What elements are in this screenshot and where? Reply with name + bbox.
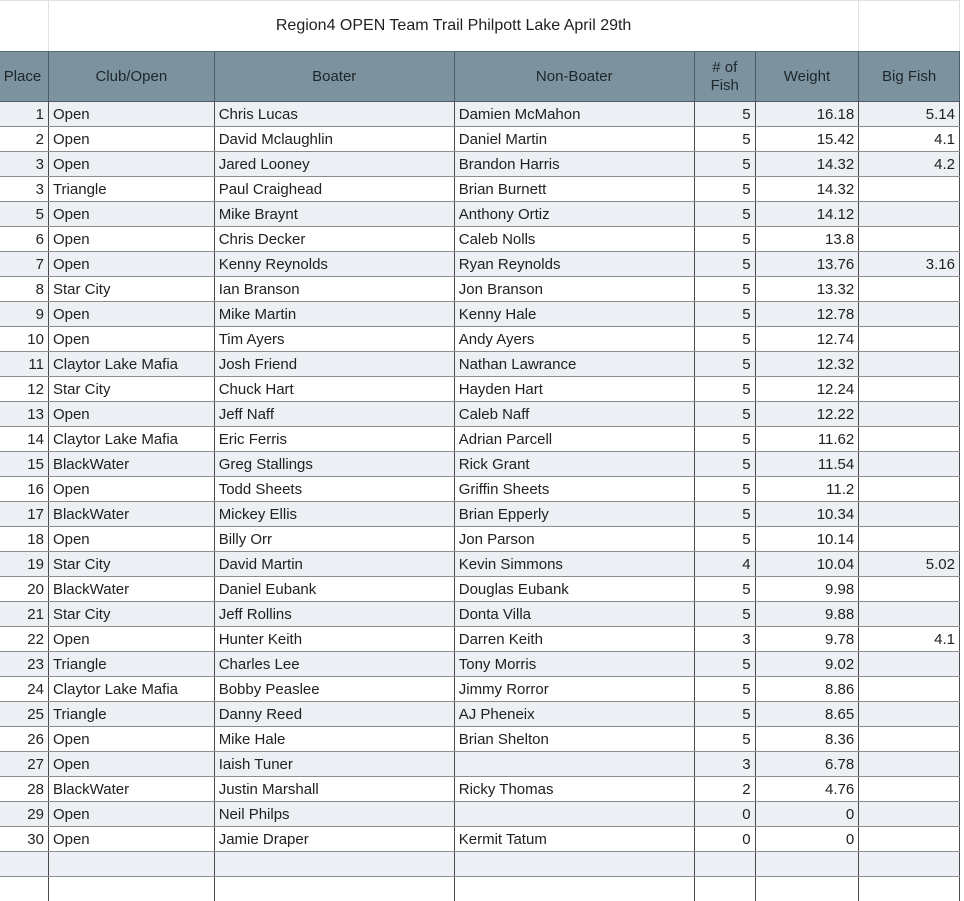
cell-big-fish[interactable] <box>859 177 960 202</box>
cell-boater[interactable]: Kenny Reynolds <box>214 252 454 277</box>
cell-club[interactable]: Star City <box>48 377 214 402</box>
table-row <box>0 602 960 627</box>
cell-club[interactable]: Claytor Lake Mafia <box>48 352 214 377</box>
cell-fish-count[interactable]: 5 <box>694 652 755 677</box>
empty-cell[interactable] <box>755 852 859 877</box>
cell-boater[interactable]: Jared Looney <box>214 152 454 177</box>
cell-big-fish[interactable] <box>859 477 960 502</box>
cell-non-boater[interactable]: Jon Parson <box>454 527 694 552</box>
cell-club[interactable]: Star City <box>48 602 214 627</box>
cell-big-fish[interactable] <box>859 352 960 377</box>
cell-place[interactable]: 20 <box>0 577 48 602</box>
cell-big-fish[interactable] <box>859 727 960 752</box>
cell-big-fish[interactable] <box>859 327 960 352</box>
table-row <box>0 577 960 602</box>
table-row <box>0 802 960 827</box>
cell-boater[interactable]: Daniel Eubank <box>214 577 454 602</box>
cell-weight[interactable]: 14.12 <box>755 202 859 227</box>
cell-non-boater[interactable]: Brian Shelton <box>454 727 694 752</box>
cell-non-boater[interactable]: Douglas Eubank <box>454 577 694 602</box>
table-row <box>0 827 960 852</box>
cell-fish-count[interactable]: 5 <box>694 577 755 602</box>
cell-boater[interactable]: Mike Martin <box>214 302 454 327</box>
cell-weight[interactable]: 15.42 <box>755 127 859 152</box>
table-row <box>0 777 960 802</box>
cell-club[interactable]: Open <box>48 802 214 827</box>
cell-boater[interactable]: Neil Philps <box>214 802 454 827</box>
cell-place[interactable]: 26 <box>0 727 48 752</box>
cell-boater[interactable]: David Mclaughlin <box>214 127 454 152</box>
cell-club[interactable]: Open <box>48 477 214 502</box>
cell-big-fish[interactable] <box>859 702 960 727</box>
cell-place[interactable]: 10 <box>0 327 48 352</box>
table-row <box>0 127 960 152</box>
cell-big-fish[interactable] <box>859 277 960 302</box>
table-row <box>0 752 960 777</box>
cell-non-boater[interactable]: Griffin Sheets <box>454 477 694 502</box>
cell-big-fish[interactable] <box>859 502 960 527</box>
cell-weight[interactable]: 12.74 <box>755 327 859 352</box>
table-row <box>0 102 960 127</box>
cell-big-fish[interactable] <box>859 377 960 402</box>
cell-weight[interactable]: 8.86 <box>755 677 859 702</box>
cell-weight[interactable]: 12.32 <box>755 352 859 377</box>
cell-big-fish[interactable]: 4.2 <box>859 152 960 177</box>
cell-fish-count[interactable]: 5 <box>694 102 755 127</box>
cell-non-boater[interactable]: Kermit Tatum <box>454 827 694 852</box>
cell-weight[interactable]: 0 <box>755 802 859 827</box>
cell-club[interactable]: Open <box>48 752 214 777</box>
cell-fish-count[interactable]: 5 <box>694 252 755 277</box>
table-row <box>0 427 960 452</box>
cell-fish-count[interactable]: 5 <box>694 327 755 352</box>
cell-non-boater[interactable]: Kenny Hale <box>454 302 694 327</box>
empty-cell[interactable] <box>454 852 694 877</box>
table-row <box>0 377 960 402</box>
cell-club[interactable]: Open <box>48 152 214 177</box>
cell-boater[interactable]: Jeff Rollins <box>214 602 454 627</box>
cell-club[interactable]: Open <box>48 627 214 652</box>
cell-place[interactable]: 25 <box>0 702 48 727</box>
cell-big-fish[interactable] <box>859 677 960 702</box>
cell-fish-count[interactable]: 5 <box>694 477 755 502</box>
cell-big-fish[interactable] <box>859 577 960 602</box>
cell-big-fish[interactable] <box>859 602 960 627</box>
cell-club[interactable]: Open <box>48 727 214 752</box>
table-row <box>0 502 960 527</box>
cell-fish-count[interactable]: 5 <box>694 227 755 252</box>
cell-place[interactable]: 2 <box>0 127 48 152</box>
cell-non-boater[interactable]: Ricky Thomas <box>454 777 694 802</box>
cell-boater[interactable]: Bobby Peaslee <box>214 677 454 702</box>
table-row <box>0 677 960 702</box>
cell-club[interactable]: Open <box>48 302 214 327</box>
header-place: Place <box>0 52 48 102</box>
table-row <box>0 352 960 377</box>
header-boater: Boater <box>214 52 454 102</box>
table-row <box>0 402 960 427</box>
cell-club[interactable]: BlackWater <box>48 777 214 802</box>
cell-fish-count[interactable]: 5 <box>694 402 755 427</box>
title-row <box>0 1 960 52</box>
cell-non-boater[interactable]: Kevin Simmons <box>454 552 694 577</box>
header-row <box>0 52 960 102</box>
cell-place[interactable]: 14 <box>0 427 48 452</box>
cell-place[interactable]: 3 <box>0 152 48 177</box>
cell-fish-count[interactable]: 5 <box>694 527 755 552</box>
cell-club[interactable]: Open <box>48 102 214 127</box>
cell-place[interactable]: 8 <box>0 277 48 302</box>
table-row <box>0 152 960 177</box>
cell-non-boater[interactable]: Hayden Hart <box>454 377 694 402</box>
cell-non-boater[interactable]: Tony Morris <box>454 652 694 677</box>
cell-boater[interactable]: Todd Sheets <box>214 477 454 502</box>
cell-place[interactable]: 15 <box>0 452 48 477</box>
table-row <box>0 652 960 677</box>
empty-cell[interactable] <box>0 852 48 877</box>
cell-big-fish[interactable] <box>859 452 960 477</box>
empty-cell[interactable] <box>454 877 694 901</box>
cell-big-fish[interactable]: 4.1 <box>859 627 960 652</box>
cell-boater[interactable]: Mike Braynt <box>214 202 454 227</box>
cell-big-fish[interactable]: 4.1 <box>859 127 960 152</box>
empty-cell[interactable] <box>48 852 214 877</box>
cell-non-boater[interactable]: Darren Keith <box>454 627 694 652</box>
header-club: Club/Open <box>48 52 214 102</box>
cell-fish-count[interactable]: 4 <box>694 552 755 577</box>
cell-boater[interactable]: Mike Hale <box>214 727 454 752</box>
cell-weight[interactable]: 13.76 <box>755 252 859 277</box>
cell-big-fish[interactable]: 5.02 <box>859 552 960 577</box>
cell-weight[interactable]: 0 <box>755 827 859 852</box>
cell-fish-count[interactable]: 5 <box>694 427 755 452</box>
cell-weight[interactable]: 11.54 <box>755 452 859 477</box>
header-fish-count <box>694 52 755 102</box>
cell-non-boater[interactable]: Anthony Ortiz <box>454 202 694 227</box>
header-fish-line2: Fish <box>710 76 739 94</box>
cell-club[interactable]: Open <box>48 402 214 427</box>
cell-fish-count[interactable]: 5 <box>694 677 755 702</box>
cell-place[interactable]: 24 <box>0 677 48 702</box>
cell-fish-count[interactable]: 5 <box>694 502 755 527</box>
empty-cell[interactable] <box>755 877 859 901</box>
cell-non-boater[interactable]: Nathan Lawrance <box>454 352 694 377</box>
cell-boater[interactable]: Greg Stallings <box>214 452 454 477</box>
cell-weight[interactable]: 8.65 <box>755 702 859 727</box>
cell-boater[interactable]: Eric Ferris <box>214 427 454 452</box>
table-row <box>0 252 960 277</box>
cell-big-fish[interactable] <box>859 777 960 802</box>
cell-place[interactable]: 11 <box>0 352 48 377</box>
cell-place[interactable]: 7 <box>0 252 48 277</box>
cell-non-boater[interactable] <box>454 752 694 777</box>
header-big-fish: Big Fish <box>859 52 960 102</box>
table-row <box>0 302 960 327</box>
table-row <box>0 727 960 752</box>
cell-big-fish[interactable]: 5.14 <box>859 102 960 127</box>
cell-place[interactable]: 5 <box>0 202 48 227</box>
cell-non-boater[interactable]: Ryan Reynolds <box>454 252 694 277</box>
cell-non-boater[interactable]: Brandon Harris <box>454 152 694 177</box>
table-row <box>0 452 960 477</box>
cell-place[interactable]: 1 <box>0 102 48 127</box>
cell-big-fish[interactable] <box>859 802 960 827</box>
cell-weight[interactable]: 11.2 <box>755 477 859 502</box>
cell-place[interactable]: 12 <box>0 377 48 402</box>
cell-boater[interactable]: Chris Lucas <box>214 102 454 127</box>
cell-big-fish[interactable] <box>859 527 960 552</box>
cell-boater[interactable]: Chuck Hart <box>214 377 454 402</box>
cell-club[interactable]: Triangle <box>48 702 214 727</box>
cell-club[interactable]: BlackWater <box>48 502 214 527</box>
cell-boater[interactable]: Jamie Draper <box>214 827 454 852</box>
cell-non-boater[interactable]: Rick Grant <box>454 452 694 477</box>
cell-weight[interactable]: 13.32 <box>755 277 859 302</box>
empty-row <box>0 852 960 877</box>
cell-boater[interactable]: Charles Lee <box>214 652 454 677</box>
cell-boater[interactable]: Josh Friend <box>214 352 454 377</box>
cell-weight[interactable]: 9.02 <box>755 652 859 677</box>
cell-fish-count[interactable]: 5 <box>694 127 755 152</box>
cell-place[interactable]: 9 <box>0 302 48 327</box>
cell-boater[interactable]: Chris Decker <box>214 227 454 252</box>
cell-fish-count[interactable]: 5 <box>694 702 755 727</box>
cell-place[interactable]: 17 <box>0 502 48 527</box>
cell-club[interactable]: Claytor Lake Mafia <box>48 427 214 452</box>
cell-fish-count[interactable]: 0 <box>694 802 755 827</box>
header-weight: Weight <box>755 52 859 102</box>
cell-fish-count[interactable]: 5 <box>694 727 755 752</box>
cell-place[interactable]: 16 <box>0 477 48 502</box>
cell-place[interactable]: 27 <box>0 752 48 777</box>
cell-fish-count[interactable]: 5 <box>694 452 755 477</box>
cell-boater[interactable]: Justin Marshall <box>214 777 454 802</box>
cell-place[interactable]: 18 <box>0 527 48 552</box>
table-row <box>0 227 960 252</box>
cell-weight[interactable]: 9.98 <box>755 577 859 602</box>
cell-weight[interactable]: 12.22 <box>755 402 859 427</box>
cell-club[interactable]: Open <box>48 527 214 552</box>
cell-weight[interactable]: 14.32 <box>755 177 859 202</box>
cell-club[interactable]: Open <box>48 327 214 352</box>
cell-big-fish[interactable] <box>859 202 960 227</box>
cell-fish-count[interactable]: 5 <box>694 302 755 327</box>
cell-big-fish[interactable] <box>859 227 960 252</box>
sheet-title: Region4 OPEN Team Trail Philpott Lake April 29th <box>48 1 858 52</box>
cell-weight[interactable]: 4.76 <box>755 777 859 802</box>
cell-non-boater[interactable]: Caleb Naff <box>454 402 694 427</box>
table-row <box>0 552 960 577</box>
empty-cell[interactable] <box>214 852 454 877</box>
cell-weight[interactable]: 10.14 <box>755 527 859 552</box>
cell-place[interactable]: 21 <box>0 602 48 627</box>
cell-big-fish[interactable] <box>859 752 960 777</box>
cell-boater[interactable]: Ian Branson <box>214 277 454 302</box>
empty-row <box>0 877 960 901</box>
cell-big-fish[interactable] <box>859 827 960 852</box>
header-non-boater: Non-Boater <box>454 52 694 102</box>
cell-weight[interactable]: 6.78 <box>755 752 859 777</box>
cell-fish-count[interactable]: 3 <box>694 752 755 777</box>
cell-weight[interactable]: 10.34 <box>755 502 859 527</box>
cell-club[interactable]: BlackWater <box>48 452 214 477</box>
cell-non-boater[interactable]: Brian Epperly <box>454 502 694 527</box>
cell-non-boater[interactable]: Damien McMahon <box>454 102 694 127</box>
cell-fish-count[interactable]: 5 <box>694 277 755 302</box>
empty-cell[interactable] <box>0 877 48 901</box>
cell-club[interactable]: Open <box>48 827 214 852</box>
cell-fish-count[interactable]: 5 <box>694 352 755 377</box>
cell-place[interactable]: 13 <box>0 402 48 427</box>
empty-cell[interactable] <box>48 877 214 901</box>
cell-place[interactable]: 22 <box>0 627 48 652</box>
cell-fish-count[interactable]: 0 <box>694 827 755 852</box>
cell-weight[interactable]: 14.32 <box>755 152 859 177</box>
cell-place[interactable]: 3 <box>0 177 48 202</box>
table-row <box>0 527 960 552</box>
cell-place[interactable]: 19 <box>0 552 48 577</box>
cell-non-boater[interactable]: Brian Burnett <box>454 177 694 202</box>
cell-big-fish[interactable] <box>859 402 960 427</box>
cell-non-boater[interactable]: AJ Pheneix <box>454 702 694 727</box>
table-row <box>0 202 960 227</box>
cell-boater[interactable]: Iaish Tuner <box>214 752 454 777</box>
cell-weight[interactable]: 12.78 <box>755 302 859 327</box>
table-row <box>0 327 960 352</box>
cell-fish-count[interactable]: 5 <box>694 152 755 177</box>
cell-club[interactable]: Open <box>48 127 214 152</box>
cell-fish-count[interactable]: 2 <box>694 777 755 802</box>
empty-cell[interactable] <box>694 877 755 901</box>
cell-big-fish[interactable] <box>859 427 960 452</box>
table-row <box>0 277 960 302</box>
cell-fish-count[interactable]: 5 <box>694 177 755 202</box>
cell-weight[interactable]: 13.8 <box>755 227 859 252</box>
empty-cell[interactable] <box>214 877 454 901</box>
cell-weight[interactable]: 10.04 <box>755 552 859 577</box>
title-spacer-left <box>0 1 48 52</box>
cell-club[interactable]: BlackWater <box>48 577 214 602</box>
header-fish-line1: # of <box>712 58 738 76</box>
cell-big-fish[interactable] <box>859 302 960 327</box>
cell-non-boater[interactable]: Daniel Martin <box>454 127 694 152</box>
cell-non-boater[interactable]: Jon Branson <box>454 277 694 302</box>
cell-fish-count[interactable]: 5 <box>694 202 755 227</box>
cell-place[interactable]: 6 <box>0 227 48 252</box>
cell-non-boater[interactable]: Donta Villa <box>454 602 694 627</box>
cell-boater[interactable]: Hunter Keith <box>214 627 454 652</box>
cell-place[interactable]: 29 <box>0 802 48 827</box>
empty-cell[interactable] <box>694 852 755 877</box>
cell-boater[interactable]: Danny Reed <box>214 702 454 727</box>
cell-club[interactable]: Star City <box>48 277 214 302</box>
cell-boater[interactable]: Jeff Naff <box>214 402 454 427</box>
title-spacer-right <box>859 1 960 52</box>
cell-fish-count[interactable]: 5 <box>694 602 755 627</box>
cell-weight[interactable]: 16.18 <box>755 102 859 127</box>
table-row <box>0 627 960 652</box>
table-row <box>0 702 960 727</box>
cell-boater[interactable]: Tim Ayers <box>214 327 454 352</box>
cell-club[interactable]: Open <box>48 252 214 277</box>
cell-boater[interactable]: Mickey Ellis <box>214 502 454 527</box>
cell-weight[interactable]: 9.78 <box>755 627 859 652</box>
cell-fish-count[interactable]: 3 <box>694 627 755 652</box>
cell-non-boater[interactable] <box>454 802 694 827</box>
cell-non-boater[interactable]: Jimmy Rorror <box>454 677 694 702</box>
cell-club[interactable]: Open <box>48 202 214 227</box>
cell-weight[interactable]: 12.24 <box>755 377 859 402</box>
cell-place[interactable]: 28 <box>0 777 48 802</box>
cell-club[interactable]: Open <box>48 227 214 252</box>
cell-club[interactable]: Star City <box>48 552 214 577</box>
empty-cell[interactable] <box>859 877 960 901</box>
cell-place[interactable]: 23 <box>0 652 48 677</box>
cell-fish-count[interactable]: 5 <box>694 377 755 402</box>
cell-place[interactable]: 30 <box>0 827 48 852</box>
cell-non-boater[interactable]: Caleb Nolls <box>454 227 694 252</box>
cell-boater[interactable]: Paul Craighead <box>214 177 454 202</box>
cell-boater[interactable]: Billy Orr <box>214 527 454 552</box>
cell-club[interactable]: Claytor Lake Mafia <box>48 677 214 702</box>
table-row <box>0 177 960 202</box>
cell-boater[interactable]: David Martin <box>214 552 454 577</box>
empty-cell[interactable] <box>859 852 960 877</box>
cell-non-boater[interactable]: Andy Ayers <box>454 327 694 352</box>
table-row <box>0 477 960 502</box>
cell-weight[interactable]: 9.88 <box>755 602 859 627</box>
cell-club[interactable]: Triangle <box>48 177 214 202</box>
cell-club[interactable]: Triangle <box>48 652 214 677</box>
cell-big-fish[interactable] <box>859 652 960 677</box>
cell-weight[interactable]: 8.36 <box>755 727 859 752</box>
cell-big-fish[interactable]: 3.16 <box>859 252 960 277</box>
cell-weight[interactable]: 11.62 <box>755 427 859 452</box>
cell-non-boater[interactable]: Adrian Parcell <box>454 427 694 452</box>
